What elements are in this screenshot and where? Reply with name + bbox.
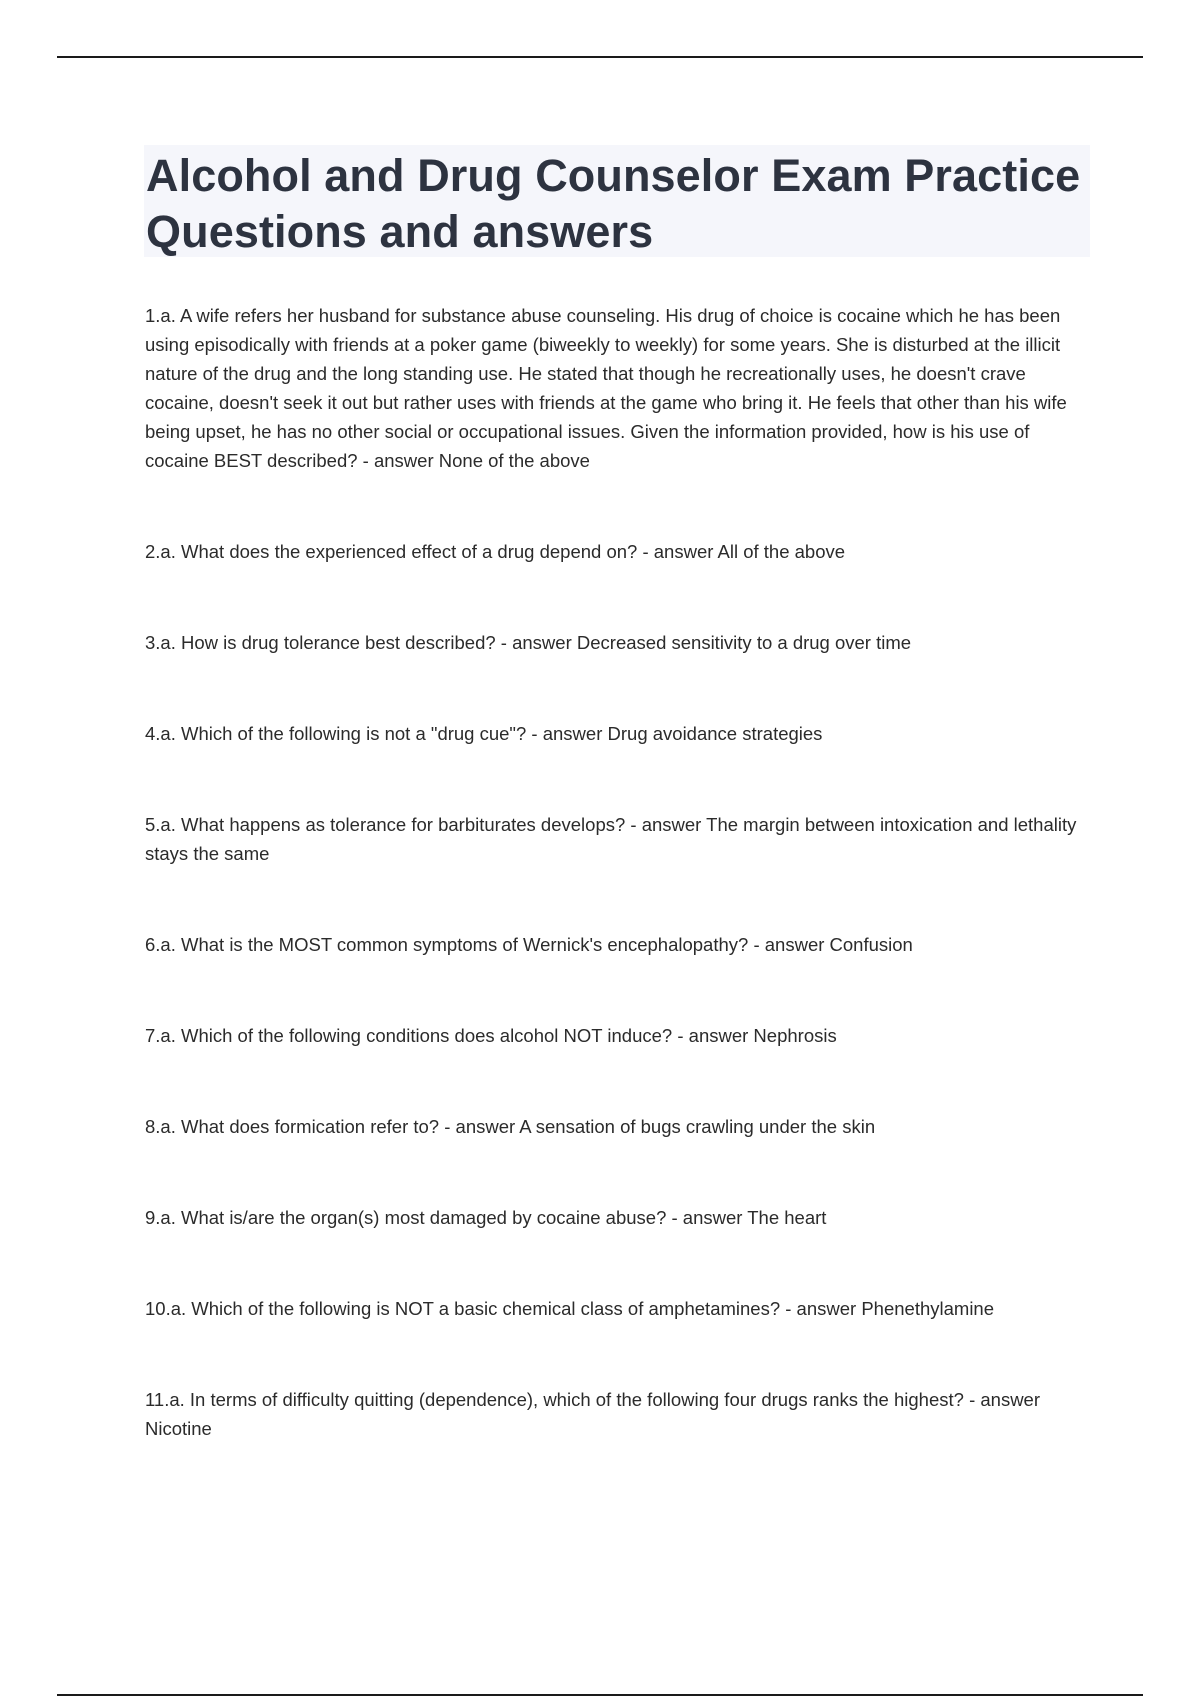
title-block — [144, 145, 1090, 257]
header-rule — [57, 56, 1143, 58]
question-item: 10.a. Which of the following is NOT a basic chemical class of amphetamines? - answer Phenethylamine — [145, 1298, 995, 1319]
question-item: 5.a. What happens as tolerance for barbiturates develops? - answer The margin between intoxication and lethality stays the same — [145, 814, 1077, 864]
question-item: 4.a. Which of the following is not a "drug cue"? - answer Drug avoidance strategies — [145, 723, 823, 744]
question-item: 1.a. A wife refers her husband for substance abuse counseling. His drug of choice is cocaine which he has been using episodically with friends at a poker game (biweekly to weekly) for some years. She is disturbed at the illicit nature of the drug and the long standing use. He stated that though he recreationally uses, he doesn't crave cocaine, doesn't seek it out but rather uses with friends at the game who bring it. He feels that other than his wife being upset, he has no other social or occupational issues. Given the information provided, how is his use of cocaine BEST described? - answer None of the above — [145, 305, 1067, 471]
question-item: 8.a. What does formication refer to? - answer A sensation of bugs crawling under the skin — [145, 1116, 876, 1137]
question-item: 9.a. What is/are the organ(s) most damaged by cocaine abuse? - answer The heart — [145, 1207, 827, 1228]
question-item: 7.a. Which of the following conditions does alcohol NOT induce? - answer Nephrosis — [145, 1025, 837, 1046]
question-item: 2.a. What does the experienced effect of a drug depend on? - answer All of the above — [145, 541, 846, 562]
page-title: Alcohol and Drug Counselor Exam Practice Questions and answers — [146, 150, 1081, 257]
question-item: 11.a. In terms of difficulty quitting (dependence), which of the following four drugs ranks the highest? - answer Nicotine — [145, 1389, 1041, 1439]
question-item: 6.a. What is the MOST common symptoms of Wernick's encephalopathy? - answer Confusion — [145, 934, 913, 955]
question-list — [145, 301, 1090, 1443]
question-item: 3.a. How is drug tolerance best described? - answer Decreased sensitivity to a drug over time — [145, 632, 912, 653]
footer-rule — [57, 1694, 1143, 1696]
